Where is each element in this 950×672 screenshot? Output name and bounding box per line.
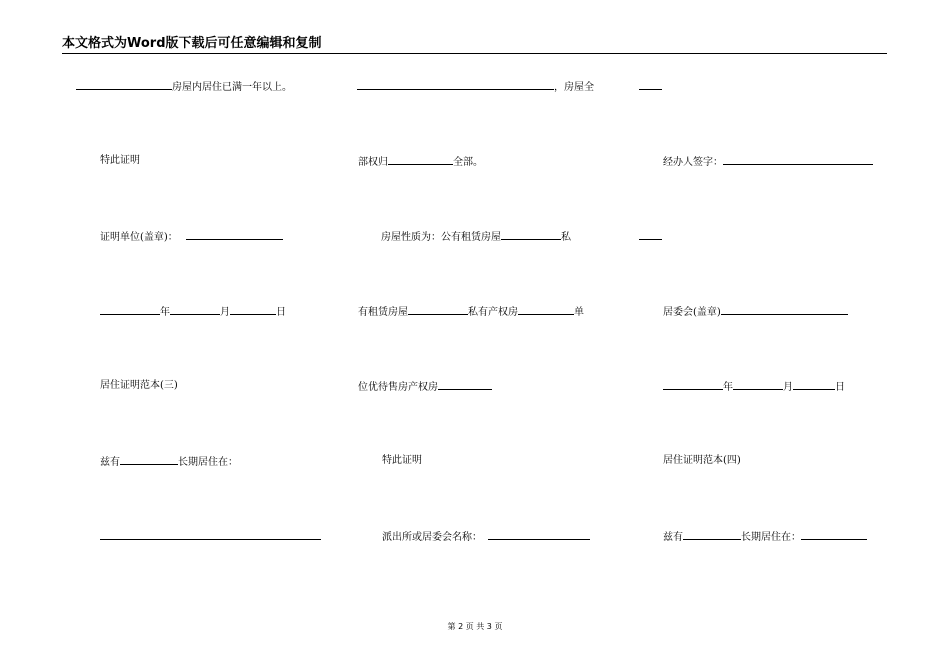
- fill-blank: [639, 79, 662, 90]
- fill-blank: [733, 379, 783, 390]
- col3-line-handler-signature: 经办人签字：: [663, 154, 873, 170]
- fill-blank: [357, 79, 554, 90]
- col1-line-date: 年 月 日: [100, 304, 286, 320]
- col1-line-issuer-seal: 证明单位(盖章)：: [100, 229, 283, 245]
- fill-blank: [723, 154, 873, 165]
- col2-line-ownership: ，房屋全: [357, 79, 594, 95]
- fill-blank: [120, 454, 178, 465]
- col2-line-property-type: 房屋性质为：公有租赁房屋 私: [381, 229, 571, 245]
- header-divider: [62, 53, 887, 54]
- fill-blank: [388, 154, 453, 165]
- page-header-title: 本文格式为Word版下载后可任意编辑和复制: [62, 36, 322, 51]
- page-footer: 第 2 页 共 3 页: [447, 622, 503, 631]
- col3-line-date: 年 月 日: [663, 379, 845, 395]
- col2-line-certify: 特此证明: [382, 455, 422, 466]
- col1-line-template-heading: 居住证明范本(三): [100, 380, 178, 391]
- fill-blank: [100, 529, 321, 540]
- fill-blank: [186, 229, 283, 240]
- fill-blank: [488, 529, 590, 540]
- fill-blank: [501, 229, 561, 240]
- col2-line-discount-housing: 位优待售房产权房: [358, 379, 492, 395]
- fill-blank: [721, 304, 848, 315]
- col3-line-resident: 兹有 长期居住在：: [663, 529, 867, 545]
- fill-blank: [793, 379, 835, 390]
- col3-line-short-blank-2: [639, 229, 662, 245]
- col2-line-property-types-cont: 有租赁房屋 私有产权房 单: [358, 304, 584, 320]
- fill-blank: [639, 229, 662, 240]
- col2-line-agency-name: 派出所或居委会名称：: [382, 529, 590, 545]
- col1-line-certify: 特此证明: [100, 155, 140, 166]
- col1-line-residence-duration: 房屋内居住已满一年以上。: [76, 79, 292, 95]
- col2-line-ownership-all: 部权归 全部。: [358, 154, 483, 170]
- fill-blank: [683, 529, 741, 540]
- fill-blank: [100, 304, 160, 315]
- fill-blank: [518, 304, 574, 315]
- col3-line-committee-seal: 居委会(盖章): [663, 304, 848, 320]
- fill-blank: [438, 379, 492, 390]
- fill-blank: [408, 304, 468, 315]
- col3-line-short-blank-1: [639, 79, 662, 95]
- fill-blank: [801, 529, 867, 540]
- fill-blank: [170, 304, 220, 315]
- col3-line-template-heading: 居住证明范本(四): [663, 455, 741, 466]
- fill-blank: [76, 79, 172, 90]
- col1-line-address-blank: [100, 529, 321, 545]
- fill-blank: [663, 379, 723, 390]
- fill-blank: [230, 304, 276, 315]
- col1-line-resident: 兹有 长期居住在：: [100, 454, 238, 470]
